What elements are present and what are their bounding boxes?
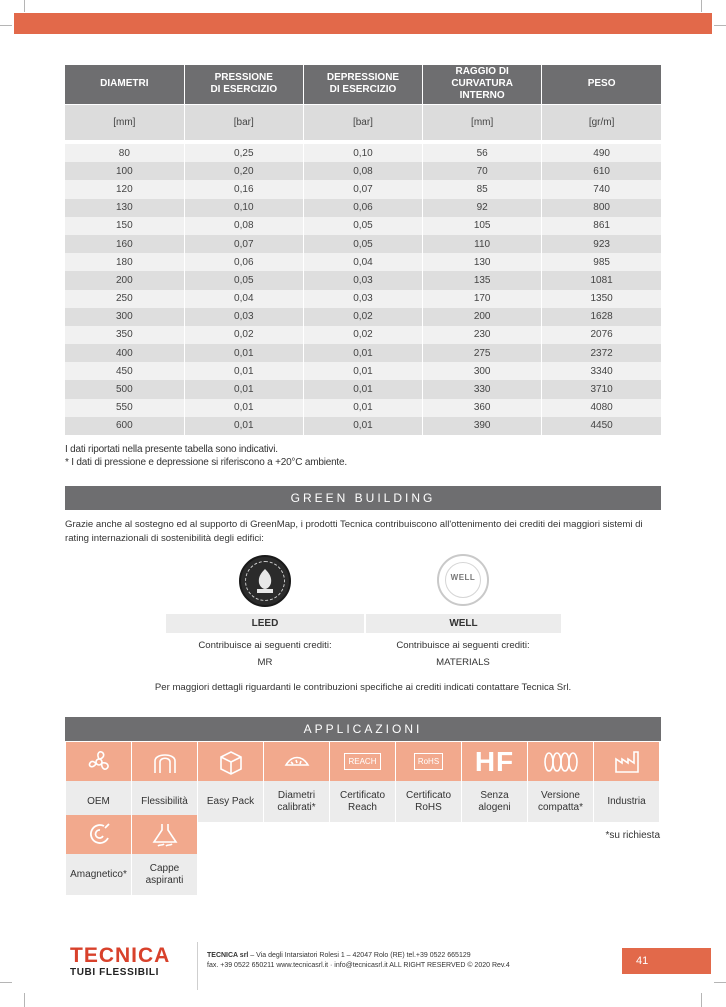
table-cell: 0,05 — [303, 235, 422, 253]
table-cell: 120 — [65, 180, 184, 198]
application-item — [66, 815, 131, 895]
table-cell: 923 — [542, 235, 661, 253]
table-cell: 250 — [65, 290, 184, 308]
table-cell: 400 — [65, 344, 184, 362]
application-label: Flessibilità — [132, 781, 197, 822]
table-cell: 330 — [423, 380, 542, 398]
crop-mark — [24, 993, 25, 1007]
table-units-row — [65, 104, 661, 140]
application-item — [462, 742, 527, 822]
table-cell: 0,03 — [184, 308, 303, 326]
table-cell: 0,06 — [303, 199, 422, 217]
table-row — [65, 144, 661, 162]
coil-icon — [528, 742, 593, 781]
table-cell: 2076 — [542, 326, 661, 344]
hood-icon — [132, 815, 197, 854]
application-item — [198, 742, 263, 822]
footer-contacts-line: fax. +39 0522 650211 www.tecnicasrl.it · info@tecnicasrl.it ALL RIGHT RESERVED © 2020 Rev.4 — [207, 962, 510, 969]
table-header-row — [65, 65, 661, 104]
rohs-icon-text: RoHS — [414, 753, 443, 770]
table-cell: 1350 — [542, 290, 661, 308]
table-row — [65, 253, 661, 271]
well-credits: MATERIALS — [436, 657, 490, 668]
column-header: PESO — [542, 65, 661, 104]
table-row — [65, 235, 661, 253]
table-cell: 275 — [423, 344, 542, 362]
table-cell: 0,01 — [303, 399, 422, 417]
green-building-title: GREEN BUILDING — [65, 486, 661, 510]
well-credits-label: Contribuisce ai seguenti crediti: — [396, 640, 530, 651]
table-cell: 0,01 — [184, 417, 303, 435]
table-cell: 0,03 — [303, 290, 422, 308]
table-row — [65, 326, 661, 344]
table-cell: 0,25 — [184, 144, 303, 162]
magnet-icon — [66, 815, 131, 854]
application-item — [132, 742, 197, 822]
table-cell: 0,01 — [303, 362, 422, 380]
application-label: Diametri calibrati* — [264, 781, 329, 822]
unit-cell: [bar] — [303, 104, 422, 140]
crop-mark — [0, 982, 12, 983]
table-cell: 4450 — [542, 417, 661, 435]
table-cell: 0,01 — [184, 399, 303, 417]
table-cell: 0,03 — [303, 271, 422, 289]
table-cell: 150 — [65, 217, 184, 235]
table-cell: 85 — [423, 180, 542, 198]
table-cell: 985 — [542, 253, 661, 271]
table-cell: 160 — [65, 235, 184, 253]
table-cell: 0,02 — [303, 308, 422, 326]
table-cell: 110 — [423, 235, 542, 253]
on-request-note: *su richiesta — [605, 830, 660, 841]
crop-mark — [714, 982, 726, 983]
page-number: 41 — [622, 948, 711, 974]
table-cell: 0,05 — [184, 271, 303, 289]
table-row — [65, 362, 661, 380]
table-row — [65, 380, 661, 398]
table-cell: 360 — [423, 399, 542, 417]
brand-logo — [70, 945, 170, 978]
column-header: DIAMETRI — [65, 65, 184, 104]
application-item — [264, 742, 329, 822]
table-cell: 0,01 — [184, 362, 303, 380]
table-cell: 610 — [542, 162, 661, 180]
table-cell: 0,02 — [184, 326, 303, 344]
table-cell: 1081 — [542, 271, 661, 289]
table-cell: 70 — [423, 162, 542, 180]
table-cell: 3710 — [542, 380, 661, 398]
flex-hose-icon — [132, 742, 197, 781]
application-item — [132, 815, 197, 895]
brand-name: TECNICA — [70, 944, 171, 967]
column-header: DEPRESSIONE DI ESERCIZIO — [303, 65, 422, 104]
table-cell: 200 — [65, 271, 184, 289]
table-cell: 230 — [423, 326, 542, 344]
footer-divider — [197, 942, 198, 990]
application-item — [528, 742, 593, 822]
table-cell: 0,04 — [303, 253, 422, 271]
application-item — [66, 742, 131, 822]
table-cell: 92 — [423, 199, 542, 217]
table-cell: 450 — [65, 362, 184, 380]
table-cell: 300 — [65, 308, 184, 326]
table-cell: 105 — [423, 217, 542, 235]
table-cell: 550 — [65, 399, 184, 417]
table-cell: 0,06 — [184, 253, 303, 271]
application-label: Certificato RoHS — [396, 781, 461, 822]
table-cell: 300 — [423, 362, 542, 380]
table-row — [65, 308, 661, 326]
column-header: RAGGIO DI CURVATURA INTERNO — [423, 65, 542, 104]
table-cell: 130 — [423, 253, 542, 271]
unit-cell: [bar] — [184, 104, 303, 140]
table-row — [65, 399, 661, 417]
table-cell: 0,01 — [303, 417, 422, 435]
application-label: Amagnetico* — [66, 854, 131, 895]
table-cell: 0,08 — [303, 162, 422, 180]
note-line: I dati riportati nella presente tabella sono indicativi. — [65, 444, 278, 455]
application-label: Cappe aspiranti — [132, 854, 197, 895]
application-label: Senza alogeni — [462, 781, 527, 822]
table-cell: 490 — [542, 144, 661, 162]
well-label: WELL — [364, 614, 561, 633]
application-label: OEM — [66, 781, 131, 822]
table-cell: 0,01 — [303, 344, 422, 362]
application-item — [396, 742, 461, 822]
table-cell: 0,07 — [303, 180, 422, 198]
application-item — [594, 742, 659, 822]
table-cell: 135 — [423, 271, 542, 289]
table-cell: 0,16 — [184, 180, 303, 198]
footer-company: TECNICA srl — [207, 952, 249, 959]
spec-table — [65, 65, 661, 435]
application-label: Versione compatta* — [528, 781, 593, 822]
table-cell: 861 — [542, 217, 661, 235]
table-cell: 350 — [65, 326, 184, 344]
table-cell: 0,07 — [184, 235, 303, 253]
table-cell: 130 — [65, 199, 184, 217]
well-logo-icon: WELL — [437, 554, 489, 606]
column-header: PRESSIONE DI ESERCIZIO — [184, 65, 303, 104]
crop-mark — [0, 25, 12, 26]
table-cell: 2372 — [542, 344, 661, 362]
table-cell: 1628 — [542, 308, 661, 326]
table-row — [65, 180, 661, 198]
table-cell: 56 — [423, 144, 542, 162]
top-accent-bar — [14, 13, 712, 34]
table-cell: 740 — [542, 180, 661, 198]
table-notes — [65, 443, 347, 469]
table-cell: 3340 — [542, 362, 661, 380]
table-cell: 0,05 — [303, 217, 422, 235]
box-icon — [198, 742, 263, 781]
table-cell: 0,04 — [184, 290, 303, 308]
unit-cell: [gr/m] — [542, 104, 661, 140]
table-cell: 500 — [65, 380, 184, 398]
leed-credits-label: Contribuisce ai seguenti crediti: — [198, 640, 332, 651]
table-row — [65, 344, 661, 362]
ruler-icon — [264, 742, 329, 781]
unit-cell: [mm] — [423, 104, 542, 140]
table-cell: 0,01 — [303, 380, 422, 398]
table-cell: 600 — [65, 417, 184, 435]
table-cell: 0,01 — [184, 380, 303, 398]
table-row — [65, 199, 661, 217]
hf-icon-text: HF — [474, 745, 515, 777]
crop-mark — [24, 0, 25, 12]
table-cell: 100 — [65, 162, 184, 180]
table-cell: 0,10 — [303, 144, 422, 162]
table-cell: 180 — [65, 253, 184, 271]
table-cell: 0,01 — [184, 344, 303, 362]
table-cell: 170 — [423, 290, 542, 308]
table-row — [65, 217, 661, 235]
table-cell: 0,10 — [184, 199, 303, 217]
applicazioni-title: APPLICAZIONI — [65, 717, 661, 741]
table-row — [65, 271, 661, 289]
application-item — [330, 742, 395, 822]
table-cell: 800 — [542, 199, 661, 217]
reach-icon-text: REACH — [344, 753, 380, 770]
application-label: Certificato Reach — [330, 781, 395, 822]
factory-icon — [594, 742, 659, 781]
table-cell: 4080 — [542, 399, 661, 417]
leed-label: LEED — [166, 614, 364, 633]
crop-mark — [701, 0, 702, 12]
table-row — [65, 417, 661, 435]
footer-address: – Via degli Intarsiatori Rolesi 1 – 42047 Rolo (RE) tel.+39 0522 665129 — [248, 952, 471, 959]
green-building-intro: Grazie anche al sostegno ed al supporto di GreenMap, i prodotti Tecnica contribuiscono all'ottenimento dei crediti dei maggiori sistemi di rating internazionali di sostenibilità degli edifici: — [65, 519, 643, 544]
note-line: * I dati di pressione e depressione si riferiscono a +20°C ambiente. — [65, 457, 347, 468]
table-row — [65, 162, 661, 180]
unit-cell: [mm] — [65, 104, 184, 140]
table-row — [65, 290, 661, 308]
table-cell: 0,02 — [303, 326, 422, 344]
reach-icon — [330, 742, 395, 781]
table-cell: 80 — [65, 144, 184, 162]
table-cell: 0,20 — [184, 162, 303, 180]
fan-icon — [66, 742, 131, 781]
table-cell: 200 — [423, 308, 542, 326]
application-label: Industria — [594, 781, 659, 822]
crop-mark — [714, 25, 726, 26]
green-building-footer: Per maggiori dettagli riguardanti le contribuzioni specifiche ai crediti indicati contattare Tecnica Srl. — [154, 682, 572, 693]
crop-mark — [701, 993, 702, 1007]
rohs-icon — [396, 742, 461, 781]
hf-icon — [462, 742, 527, 781]
table-cell: 0,08 — [184, 217, 303, 235]
leed-logo-icon — [239, 555, 291, 607]
application-label: Easy Pack — [198, 781, 263, 822]
brand-tagline: TUBI FLESSIBILI — [70, 967, 159, 978]
footer-contact — [207, 951, 510, 971]
leed-credits: MR — [257, 657, 273, 668]
table-cell: 390 — [423, 417, 542, 435]
